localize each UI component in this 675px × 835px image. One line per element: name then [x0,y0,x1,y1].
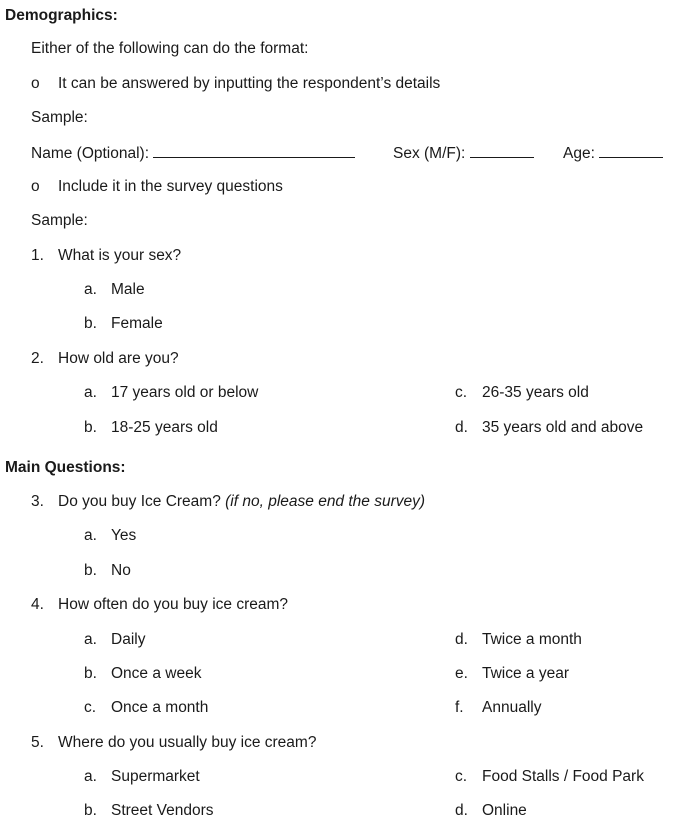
demographics-heading: Demographics: [5,7,118,24]
option-marker: a. [84,527,97,544]
option-marker: b. [84,419,97,436]
option-marker: e. [455,665,468,682]
question-number: 4. [31,596,44,613]
option-marker: d. [455,802,468,819]
main-questions-heading: Main Questions: [5,459,126,476]
option-text: Daily [111,631,146,648]
age-field [563,143,663,164]
option-text: 26-35 years old [482,384,589,401]
option-marker: a. [84,768,97,785]
option-text: No [111,562,131,579]
option-text: Twice a month [482,631,582,648]
question-text-wrap [58,492,425,512]
question-text: Where do you usually buy ice cream? [58,734,317,751]
option-2-text: Include it in the survey questions [58,178,283,195]
option-text: Annually [482,699,542,716]
option-text: 35 years old and above [482,419,644,436]
option-text: Male [111,281,145,298]
option-text: Supermarket [111,768,200,785]
option-marker: b. [84,665,97,682]
question-note: (if no, please end the survey) [225,493,426,510]
question-number: 3. [31,493,44,510]
option-text: Female [111,315,163,332]
age-blank [599,143,663,158]
option-marker: b. [84,562,97,579]
option-text: Street Vendors [111,802,214,819]
option-text: Yes [111,527,137,544]
option-marker: f. [455,699,464,716]
option-marker: d. [455,631,468,648]
question-number: 1. [31,247,44,264]
format-intro: Either of the following can do the format: [31,40,309,57]
question-number: 2. [31,350,44,367]
option-text: Food Stalls / Food Park [482,768,644,785]
question-number: 5. [31,734,44,751]
option-text: 17 years old or below [111,384,259,401]
option-marker: a. [84,281,97,298]
option-marker: a. [84,384,97,401]
option-marker: c. [455,768,468,785]
age-label: Age: [563,145,595,162]
sex-blank [470,143,534,158]
option-marker: c. [84,699,97,716]
sample-label: Sample: [31,109,88,126]
name-label: Name (Optional): [31,145,150,162]
option-marker: a. [84,631,97,648]
option-1-text: It can be answered by inputting the respondent’s details [58,75,441,92]
bullet: o [31,178,40,195]
question-text: How old are you? [58,350,179,367]
option-marker: d. [455,419,468,436]
name-blank [153,143,355,158]
option-marker: b. [84,315,97,332]
sex-label: Sex (M/F): [393,145,466,162]
question-text: Do you buy Ice Cream? [58,493,221,510]
option-text: Online [482,802,527,819]
option-text: Twice a year [482,665,570,682]
question-text: How often do you buy ice cream? [58,596,289,613]
bullet: o [31,75,40,92]
option-text: 18-25 years old [111,419,218,436]
option-text: Once a week [111,665,202,682]
option-marker: b. [84,802,97,819]
option-text: Once a month [111,699,209,716]
name-field [31,143,355,164]
option-marker: c. [455,384,468,401]
sex-field [393,143,534,164]
sample-label: Sample: [31,212,88,229]
question-text: What is your sex? [58,247,182,264]
